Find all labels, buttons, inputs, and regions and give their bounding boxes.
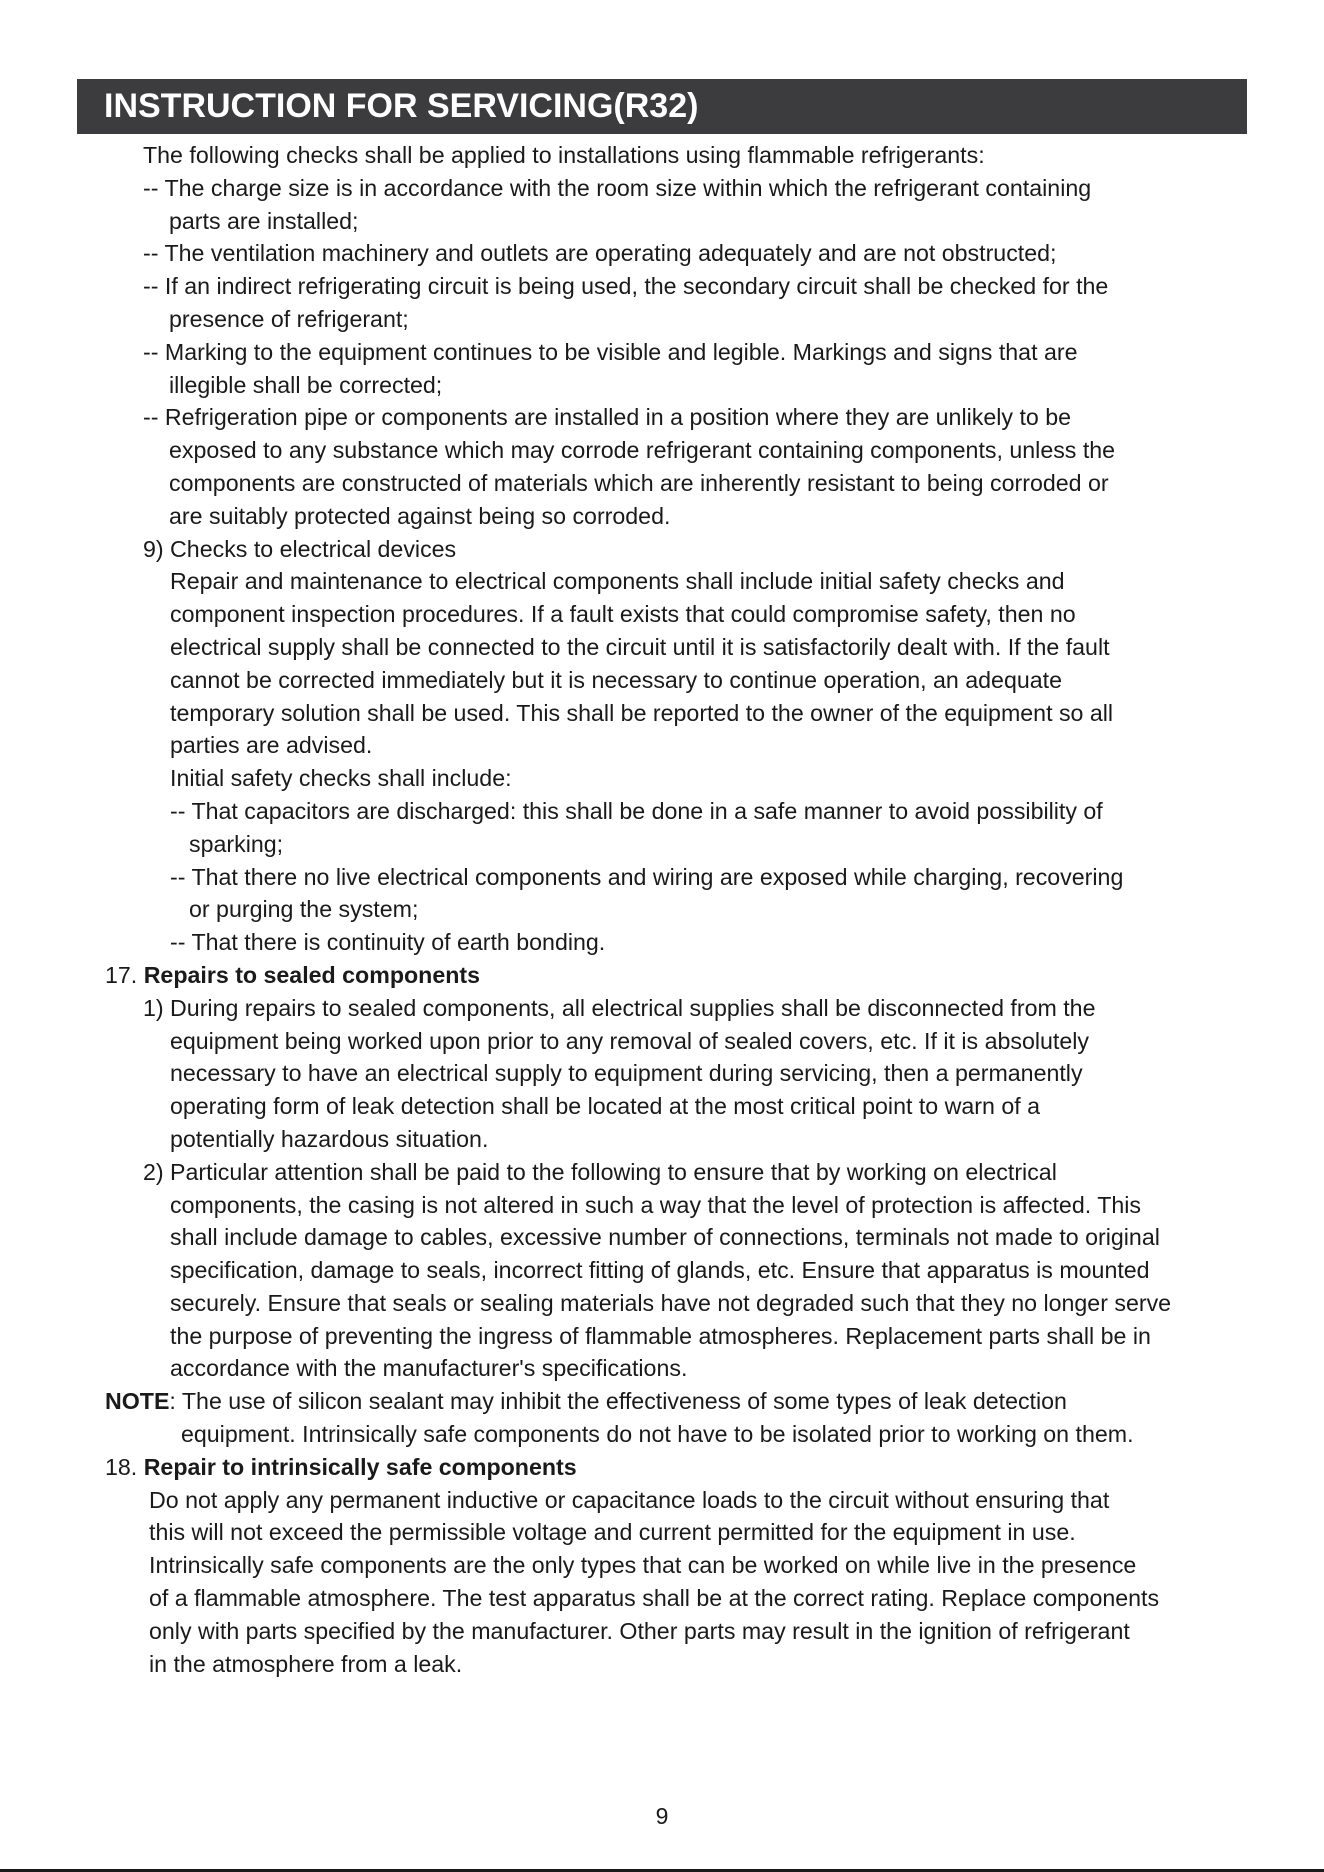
section-17-title: Repairs to sealed components	[143, 961, 480, 988]
section-9-heading: 9) Checks to electrical devices	[143, 535, 457, 562]
safety-check-continuation: or purging the system;	[189, 896, 419, 923]
check-item-continuation: parts are installed;	[169, 207, 359, 234]
section-17-item-1-continuation: necessary to have an electrical supply to equipment during servicing, then a permanently	[170, 1060, 1083, 1087]
section-18-paragraph-line: only with parts specified by the manufacturer. Other parts may result in the ignition of refrigerant	[149, 1617, 1130, 1644]
safety-check-item: -- That there is continuity of earth bonding.	[170, 929, 606, 956]
document-body	[0, 139, 1324, 1680]
section-18-paragraph-line: in the atmosphere from a leak.	[149, 1650, 463, 1677]
section-18-paragraph-line: Do not apply any permanent inductive or capacitance loads to the circuit without ensuring that	[149, 1486, 1110, 1513]
section-17-item-1-continuation: operating form of leak detection shall be located at the most critical point to warn of a	[170, 1093, 1041, 1120]
section-17-item-1: 1) During repairs to sealed components, all electrical supplies shall be disconnected from the	[143, 994, 1096, 1021]
check-item-continuation: are suitably protected against being so corroded.	[169, 502, 671, 529]
section-9-paragraph-line: component inspection procedures. If a fault exists that could compromise safety, then no	[170, 601, 1076, 628]
section-17-item-2-continuation: securely. Ensure that seals or sealing materials have not degraded such that they no longer serve	[170, 1289, 1172, 1316]
note-text: : The use of silicon sealant may inhibit the effectiveness of some types of leak detection	[169, 1388, 1067, 1415]
safety-check-continuation: sparking;	[189, 830, 284, 857]
check-item-continuation: components are constructed of materials which are inherently resistant to being corroded or	[169, 469, 1109, 496]
initial-checks-label: Initial safety checks shall include:	[170, 765, 512, 792]
section-18-heading	[0, 1451, 1324, 1484]
section-18-paragraph-line: of a flammable atmosphere. The test apparatus shall be at the correct rating. Replace components	[149, 1585, 1160, 1612]
section-17-item-2-continuation: components, the casing is not altered in such a way that the level of protection is affected. This	[170, 1191, 1141, 1218]
check-item: -- The charge size is in accordance with the room size within which the refrigerant containing	[143, 174, 1092, 201]
section-9-paragraph-line: cannot be corrected immediately but it is necessary to continue operation, an adequate	[170, 666, 1062, 693]
safety-check-item: -- That capacitors are discharged: this shall be done in a safe manner to avoid possibility of	[170, 797, 1103, 824]
section-18-paragraph-line: this will not exceed the permissible voltage and current permitted for the equipment in use.	[149, 1519, 1076, 1546]
section-18-title: Repair to intrinsically safe components	[143, 1453, 577, 1480]
check-item-continuation: illegible shall be corrected;	[169, 371, 443, 398]
check-item-continuation: presence of refrigerant;	[169, 305, 409, 332]
section-9-paragraph-line: parties are advised.	[170, 732, 373, 759]
check-item: -- Refrigeration pipe or components are installed in a position where they are unlikely to be	[143, 404, 1072, 431]
section-9-paragraph-line: electrical supply shall be connected to the circuit until it is satisfactorily dealt with. If the fault	[170, 633, 1110, 660]
safety-check-item: -- That there no live electrical components and wiring are exposed while charging, recovering	[170, 863, 1124, 890]
section-17-item-1-continuation: equipment being worked upon prior to any removal of sealed covers, etc. If it is absolutely	[170, 1027, 1089, 1054]
page-title: INSTRUCTION FOR SERVICING(R32)	[104, 87, 699, 125]
check-item: -- If an indirect refrigerating circuit is being used, the secondary circuit shall be checked for the	[143, 273, 1109, 300]
check-item: -- Marking to the equipment continues to be visible and legible. Markings and signs that are	[143, 338, 1078, 365]
section-17-item-2-continuation: the purpose of preventing the ingress of flammable atmospheres. Replacement parts shall be in	[170, 1322, 1151, 1349]
section-17-item-2-continuation: specification, damage to seals, incorrect fitting of glands, etc. Ensure that apparatus is mounted	[170, 1257, 1150, 1284]
intro-text: The following checks shall be applied to installations using flammable refrigerants:	[143, 142, 985, 168]
note-continuation: equipment. Intrinsically safe components do not have to be isolated prior to working on them.	[181, 1421, 1134, 1448]
note-label: NOTE	[105, 1388, 170, 1415]
check-item: -- The ventilation machinery and outlets are operating adequately and are not obstructed;	[143, 240, 1057, 267]
section-17-item-1-continuation: potentially hazardous situation.	[170, 1125, 489, 1152]
section-17-item-2-continuation: shall include damage to cables, excessive number of connections, terminals not made to original	[170, 1224, 1160, 1251]
note-line	[0, 1385, 1324, 1418]
section-17-item-2: 2) Particular attention shall be paid to the following to ensure that by working on electrical	[143, 1158, 1057, 1185]
section-18-number: 18.	[105, 1453, 144, 1480]
page-number: 9	[655, 1803, 669, 1829]
section-18-paragraph-line: Intrinsically safe components are the only types that can be worked on while live in the presence	[149, 1552, 1137, 1579]
section-17-heading	[0, 959, 1324, 992]
section-9-paragraph-line: temporary solution shall be used. This shall be reported to the owner of the equipment so all	[170, 699, 1114, 726]
section-17-item-2-continuation: accordance with the manufacturer's specifications.	[170, 1355, 688, 1382]
section-header-banner	[77, 79, 1247, 134]
check-item-continuation: exposed to any substance which may corrode refrigerant containing components, unless the	[169, 437, 1116, 464]
section-9-paragraph-line: Repair and maintenance to electrical components shall include initial safety checks and	[170, 568, 1065, 595]
section-17-number: 17.	[105, 961, 144, 988]
